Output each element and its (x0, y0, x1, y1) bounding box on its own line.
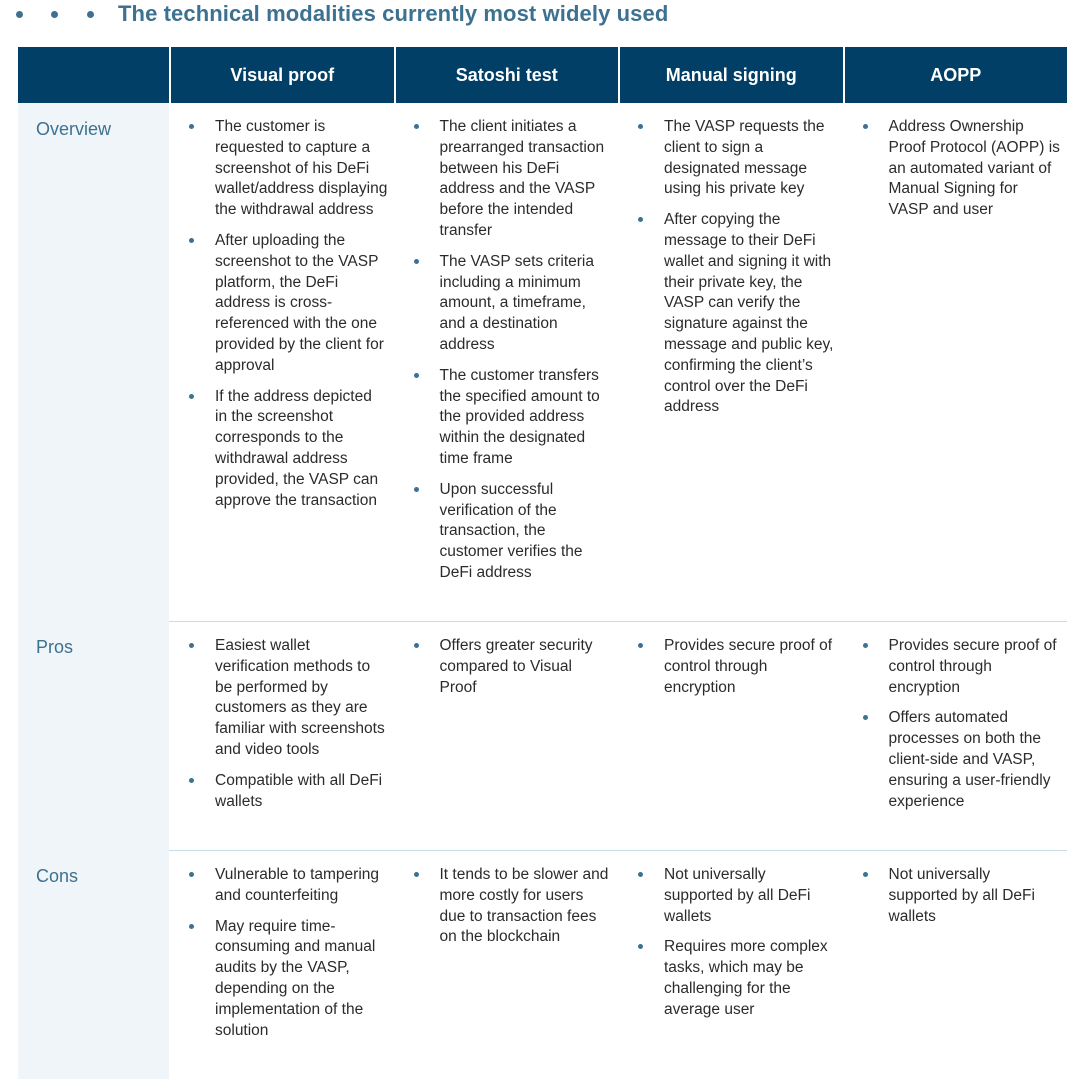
list-item: Not universally supported by all DeFi wallets (664, 865, 843, 927)
column-header-manual-signing: Manual signing (618, 47, 843, 103)
page-title: The technical modalities currently most widely used (118, 1, 669, 26)
title-bullet-icon (51, 11, 58, 18)
list-item: Upon successful verification of the transaction, the customer verifies the DeFi address (440, 480, 619, 584)
list-item: The customer transfers the specified amount to the provided address within the designated time frame (440, 366, 619, 470)
bullet-list (618, 865, 843, 1021)
list-item: The client initiates a prearranged transaction between his DeFi address and the VASP before the intended transfer (440, 117, 619, 242)
list-item: The VASP requests the client to sign a designated message using his private key (664, 117, 843, 200)
bullet-list (169, 636, 394, 812)
cell-pros-visual-proof (169, 621, 394, 850)
cell-overview-manual-signing (618, 103, 843, 621)
cell-cons-satoshi-test (394, 850, 619, 1079)
cell-overview-satoshi-test (394, 103, 619, 621)
list-item: After copying the message to their DeFi wallet and signing it with their private key, the VASP can verify the signature against the message and public key, confirming the client’s control over the DeFi address (664, 210, 843, 418)
list-item: Provides secure proof of control through encryption (664, 636, 843, 698)
cell-cons-aopp (843, 850, 1068, 1079)
title-bullet-icon (87, 11, 94, 18)
list-item: After uploading the screenshot to the VASP platform, the DeFi address is cross-referenced with the one provided by the client for approval (215, 231, 394, 377)
cell-cons-visual-proof (169, 850, 394, 1079)
table-row-cons (18, 850, 1067, 1079)
bullet-list (169, 117, 394, 511)
cell-overview-visual-proof (169, 103, 394, 621)
list-item: Address Ownership Proof Protocol (AOPP) is an automated variant of Manual Signing for VASP and user (889, 117, 1068, 221)
list-item: Requires more complex tasks, which may be challenging for the average user (664, 937, 843, 1020)
title-bullet-icon (16, 11, 23, 18)
list-item: The VASP sets criteria including a minimum amount, a timeframe, and a destination address (440, 252, 619, 356)
bullet-list (843, 117, 1068, 221)
bullet-list (618, 117, 843, 418)
list-item: Offers greater security compared to Visual Proof (440, 636, 619, 698)
cell-pros-aopp (843, 621, 1068, 850)
cell-pros-manual-signing (618, 621, 843, 850)
bullet-list (394, 117, 619, 584)
table-corner-cell (18, 47, 169, 103)
bullet-list (843, 865, 1068, 927)
table-header-row (18, 47, 1067, 103)
cell-pros-satoshi-test (394, 621, 619, 850)
bullet-list (394, 865, 619, 948)
bullet-list (618, 636, 843, 698)
list-item: It tends to be slower and more costly for users due to transaction fees on the blockchain (440, 865, 619, 948)
modalities-table (18, 47, 1067, 1079)
bullet-list (169, 865, 394, 1041)
row-label-overview: Overview (18, 103, 169, 621)
list-item: Provides secure proof of control through encryption (889, 636, 1068, 698)
list-item: Offers automated processes on both the client-side and VASP, ensuring a user-friendly experience (889, 708, 1068, 812)
list-item: If the address depicted in the screenshot corresponds to the withdrawal address provided, the VASP can approve the transaction (215, 387, 394, 512)
list-item: Easiest wallet verification methods to be performed by customers as they are familiar with screenshots and video tools (215, 636, 394, 761)
column-header-satoshi-test: Satoshi test (394, 47, 619, 103)
table-row-overview (18, 103, 1067, 621)
list-item: May require time-consuming and manual audits by the VASP, depending on the implementation of the solution (215, 917, 394, 1042)
row-label-pros: Pros (18, 621, 169, 850)
column-header-visual-proof: Visual proof (169, 47, 394, 103)
bullet-list (394, 636, 619, 698)
table-row-pros (18, 621, 1067, 850)
list-item: Compatible with all DeFi wallets (215, 771, 394, 813)
cell-overview-aopp (843, 103, 1068, 621)
title-row (0, 0, 1074, 30)
list-item: Not universally supported by all DeFi wallets (889, 865, 1068, 927)
cell-cons-manual-signing (618, 850, 843, 1079)
list-item: Vulnerable to tampering and counterfeiting (215, 865, 394, 907)
column-header-aopp: AOPP (843, 47, 1068, 103)
row-label-cons: Cons (18, 850, 169, 1079)
bullet-list (843, 636, 1068, 812)
list-item: The customer is requested to capture a screenshot of his DeFi wallet/address displaying the withdrawal address (215, 117, 394, 221)
